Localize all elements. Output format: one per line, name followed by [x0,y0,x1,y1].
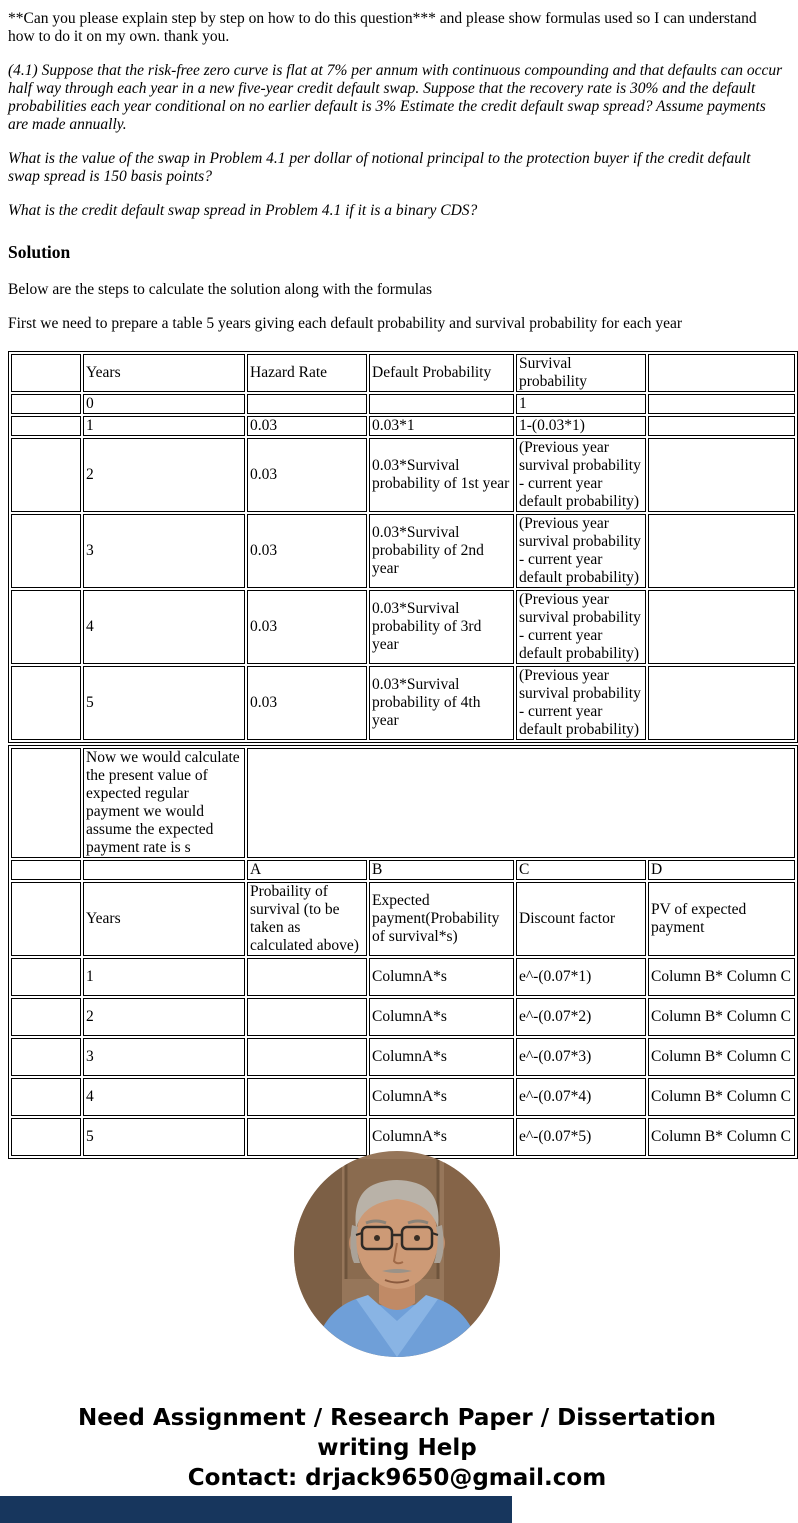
table-cell: 3 [83,1038,245,1076]
table-cell [247,1038,367,1076]
table-cell: ColumnA*s [369,998,514,1036]
table-cell: Discount factor [516,882,646,956]
solution-heading: Solution [8,242,71,262]
table-row [11,958,795,996]
table-cell: (Previous year survival probability - current year default probability) [516,666,646,740]
table-cell [648,666,795,740]
table-cell: 0.03*Survival probability of 4th year [369,666,514,740]
table-cell: Expected payment(Probability of survival*s) [369,882,514,956]
table-cell: Column B* Column C [648,1078,795,1116]
table-cell [11,998,81,1036]
table-cell [11,666,81,740]
table-row [11,514,795,588]
table-cell [11,590,81,664]
table-intro-paragraph: First we need to prepare a table 5 years giving each default probability and survival probability for each year [8,315,683,332]
table-row [11,882,795,956]
table-cell: 0.03 [247,416,367,436]
table-cell: 1 [83,958,245,996]
table-cell: 5 [83,666,245,740]
table-cell [648,354,795,392]
table-cell: Probaility of survival (to be taken as calculated above) [247,882,367,956]
question-paragraph-3: What is the credit default swap spread in Problem 4.1 if it is a binary CDS? [8,202,478,219]
table-cell: Column B* Column C [648,958,795,996]
table-row [11,354,795,392]
table-cell: (Previous year survival probability - current year default probability) [516,514,646,588]
table-cell: A [247,860,367,880]
table-cell: 0.03*Survival probability of 2nd year [369,514,514,588]
table-row [11,998,795,1036]
table-cell: ColumnA*s [369,1118,514,1156]
table-cell: e^-(0.07*4) [516,1078,646,1116]
probability-table [8,351,798,743]
table-cell: ColumnA*s [369,1038,514,1076]
table-cell: 4 [83,1078,245,1116]
table-cell: e^-(0.07*5) [516,1118,646,1156]
table-cell: Now we would calculate the present value of expected regular payment we would assume the expected payment rate is s [83,748,245,858]
table-cell: e^-(0.07*3) [516,1038,646,1076]
table-cell [648,590,795,664]
table-cell: 0.03 [247,666,367,740]
table-cell: Column B* Column C [648,1038,795,1076]
table-cell [247,958,367,996]
table-cell [648,394,795,414]
table-cell: Default Probability [369,354,514,392]
table-cell: Years [83,882,245,956]
table-cell: D [648,860,795,880]
footer-heading-line-1: Need Assignment / Research Paper / Dissertation [77,1405,717,1431]
tutor-photo-wrap [294,1151,500,1357]
table-cell: B [369,860,514,880]
table-cell [247,998,367,1036]
table-cell: Column B* Column C [648,998,795,1036]
table-cell [11,1078,81,1116]
table-cell: 5 [83,1118,245,1156]
table-cell: 1 [83,416,245,436]
table-row [11,438,795,512]
table-cell [648,416,795,436]
table-cell: 0.03 [247,514,367,588]
table-cell: Hazard Rate [247,354,367,392]
table-cell [247,394,367,414]
footer-bar [0,1496,512,1523]
table-row [11,748,795,858]
table-cell: ColumnA*s [369,958,514,996]
footer-heading-line-2: writing Help [317,1435,477,1461]
table-row [11,860,795,880]
footer-contact-email: Contact: drjack9650@gmail.com [187,1465,607,1491]
table-cell: (Previous year survival probability - current year default probability) [516,590,646,664]
table-cell [11,514,81,588]
table-row [11,416,795,436]
table-row [11,1078,795,1116]
table-cell [648,514,795,588]
table-cell: Years [83,354,245,392]
table-row [11,1038,795,1076]
table-cell: e^-(0.07*2) [516,998,646,1036]
table-cell: e^-(0.07*1) [516,958,646,996]
payment-table-clip [8,745,791,1145]
table-cell: PV of expected payment [648,882,795,956]
table-cell: (Previous year survival probability - current year default probability) [516,438,646,512]
table-cell [11,748,81,858]
table-cell [11,1038,81,1076]
table-cell: 0.03 [247,438,367,512]
table-row [11,590,795,664]
tutor-photo [294,1151,500,1357]
table-cell: 3 [83,514,245,588]
table-cell [648,438,795,512]
table-cell: 2 [83,438,245,512]
question-paragraph-1: (4.1) Suppose that the risk-free zero curve is flat at 7% per annum with continuous compounding and that defaults can occur half way through each year in a new five-year credit default swap. Suppose that the recovery rate is 30% and the default probabilities each year conditional on no earlier default is 3% Estimate the credit default swap spread? Assume payments are made annually. [8,62,783,133]
table-cell [11,1118,81,1156]
steps-intro-paragraph: Below are the steps to calculate the solution along with the formulas [8,281,432,298]
table-cell: Column B* Column C [648,1118,795,1156]
table-cell: 0.03*1 [369,416,514,436]
table-cell [11,860,81,880]
table-cell [11,438,81,512]
table-cell [369,394,514,414]
table-cell: Survival probability [516,354,646,392]
table-cell [83,860,245,880]
table-cell [11,354,81,392]
table-cell: 0.03*Survival probability of 1st year [369,438,514,512]
table-cell [247,748,795,858]
question-paragraph-2: What is the value of the swap in Problem 4.1 per dollar of notional principal to the protection buyer if the credit default swap spread is 150 basis points? [8,150,751,185]
table-cell [11,882,81,956]
table-row [11,666,795,740]
payment-table [8,745,798,1159]
table-cell: 1-(0.03*1) [516,416,646,436]
table-row [11,394,795,414]
table-cell: 2 [83,998,245,1036]
table-cell: 0.03*Survival probability of 3rd year [369,590,514,664]
footer-promo [8,1403,786,1493]
table-cell: 0.03 [247,590,367,664]
table-cell [11,416,81,436]
table-cell: 1 [516,394,646,414]
table-cell [11,958,81,996]
table-cell: C [516,860,646,880]
table-cell: ColumnA*s [369,1078,514,1116]
table-cell: 0 [83,394,245,414]
table-cell [247,1078,367,1116]
intro-paragraph: **Can you please explain step by step on how to do this question*** and please show formulas used so I can understand how to do it on my own. thank you. [8,10,757,45]
table-cell: 4 [83,590,245,664]
table-cell [11,394,81,414]
